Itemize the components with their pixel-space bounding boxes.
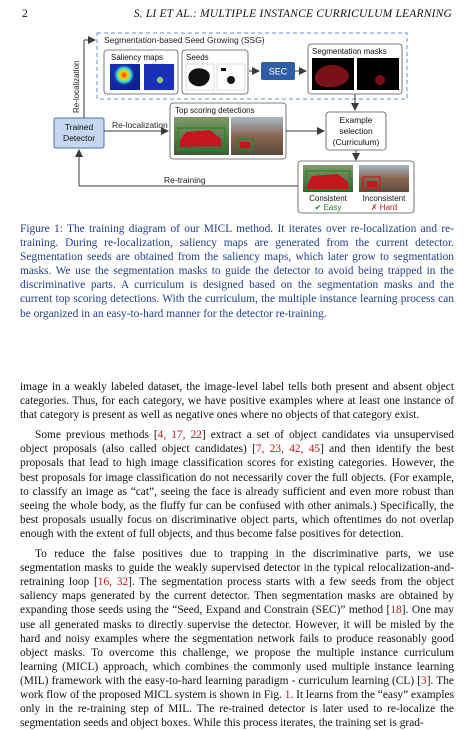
seed-blob-2 bbox=[227, 76, 235, 84]
saliency-hotspot bbox=[113, 64, 135, 86]
inconsistent-label: Inconsistent bbox=[362, 194, 406, 203]
seeds-label: Seeds bbox=[186, 53, 209, 62]
easy-label: ✔ Easy bbox=[314, 203, 342, 212]
running-title: S. LI ET AL.: MULTIPLE INSTANCE CURRICULUM LEARNING bbox=[133, 8, 452, 20]
consistent-label: Consistent bbox=[309, 194, 347, 203]
inconsistent-car bbox=[367, 181, 377, 187]
training-diagram bbox=[0, 0, 474, 215]
car-shape-2 bbox=[240, 142, 250, 148]
example-label-3: (Curriculum) bbox=[332, 137, 380, 147]
p2-text-3: ] and then identify the best proposals that lead to high image classification scores for existing categories. However, the best proposals for image classification do not necessarily cover the full objects. (For example, to classify an image as “cat”, seeing the face is already sufficient and even more robust than seeing the whole body, as the fluffy fur can be confused with other animals.) Specifically, the best proposals usually focus on discriminative object parts, which oftentimes do not overlap enough with the extent of full objects, and thus become false positives for detection. bbox=[20, 443, 454, 540]
figure-ref-link[interactable]: 1 bbox=[284, 688, 291, 701]
figure-1-diagram bbox=[0, 0, 474, 215]
example-label-1: Example bbox=[339, 115, 373, 125]
retraining-label: Re-training bbox=[164, 175, 206, 185]
citation-link[interactable]: 16, 32 bbox=[97, 576, 129, 589]
citation-link[interactable]: 3 bbox=[421, 674, 427, 687]
citation-link[interactable]: 18 bbox=[390, 604, 402, 617]
paragraph-3 bbox=[20, 547, 454, 730]
segmentation-masks-label: Segmentation masks bbox=[312, 47, 387, 56]
p3-text-4: ]. The work flow of the proposed MICL system is shown in Fig. bbox=[20, 674, 454, 701]
figure-caption: Figure 1: The training diagram of our MICL method. It iterates over re-localization and re-training. During re-localization, saliency maps are generated from the current detector. Segmentation seeds are obtained from the saliency maps, which later grow to segmentation masks. We use the segmentation masks to guide the detector to avoid being trapped in the discriminative parts. A curriculum is designed based on the segmentation masks and the current top scoring detections. With the curriculum, the multiple instance learning process can be organized in an easy-to-hard manner for the detector re-training. bbox=[20, 223, 454, 320]
paragraph-1: image in a weakly labeled dataset, the image-level label tells both present and absent object categories. Thus, for each category, we have positive examples where at least one instance of that category is present as well as negative ones where no objects of that category exist. bbox=[20, 381, 454, 422]
citation-link[interactable]: 7, 23, 42, 45 bbox=[255, 443, 321, 456]
detection-photo-2 bbox=[231, 117, 283, 155]
ssg-title: Segmentation-based Seed Growing (SSG) bbox=[104, 35, 265, 45]
saliency-maps-label: Saliency maps bbox=[111, 53, 164, 62]
example-label-2: selection bbox=[339, 126, 373, 136]
detector-label-1: Trained bbox=[64, 122, 94, 132]
p3-text-3: ]. One may use all generated masks to directly supervise the detector. However, it will be misled by the hard and noisy examples where the segmentation network fails to produce reasonably good object masks. To overcome this challenge, we propose the multiple instance curriculum learning (MICL) approach, which combines the commonly used multiple instance learning (MIL) framework with the easy-to-hard learning paradigm - curriculum learning (CL) [ bbox=[20, 604, 454, 687]
mask-region-2 bbox=[375, 75, 385, 85]
saliency-hotspot-small bbox=[156, 76, 164, 84]
sec-label: SEC bbox=[268, 66, 288, 77]
citation-link[interactable]: 4, 17, 22 bbox=[157, 429, 202, 442]
relocalization-side-label: Re-localization bbox=[72, 60, 81, 113]
p3-text-2: ]. The segmentation process starts with a few seeds from the object saliency maps generated by the current detector. Then segmentation masks are obtained by expanding those seeds using the “Seed, Expand and Constrain (SEC)” method [ bbox=[20, 576, 454, 617]
mask-image-2 bbox=[357, 58, 399, 90]
relocalization-arrow-label: Re-localization bbox=[112, 120, 168, 130]
hard-label: ✗ Hard bbox=[370, 203, 398, 212]
detector-label-2: Detector bbox=[62, 133, 96, 143]
body-text bbox=[20, 380, 454, 730]
top-scoring-label: Top scoring detections bbox=[175, 106, 255, 115]
seed-blob-3 bbox=[221, 68, 226, 71]
p3-text-5: . It learns from the “easy” examples only in the re-training step of MIL. The re-trained detector is later used to re-localize the segmentation seeds and object boxes. While this process iterates, the training set is grad- bbox=[20, 688, 455, 730]
inconsistent-photo bbox=[359, 165, 409, 192]
p2-text-2: ] extract a set of object candidates via unsupervised object proposals (also called object candidates) [ bbox=[20, 429, 455, 456]
p2-text-1: Some previous methods [ bbox=[35, 429, 158, 442]
p3-text-1: To reduce the false positives due to trapping in the discriminative parts, we use segmentation masks to guide the weakly supervised detector in the typical relocalization-and-retraining loop [ bbox=[20, 548, 454, 589]
page-number: 2 bbox=[22, 8, 28, 20]
paragraph-2 bbox=[20, 428, 454, 541]
